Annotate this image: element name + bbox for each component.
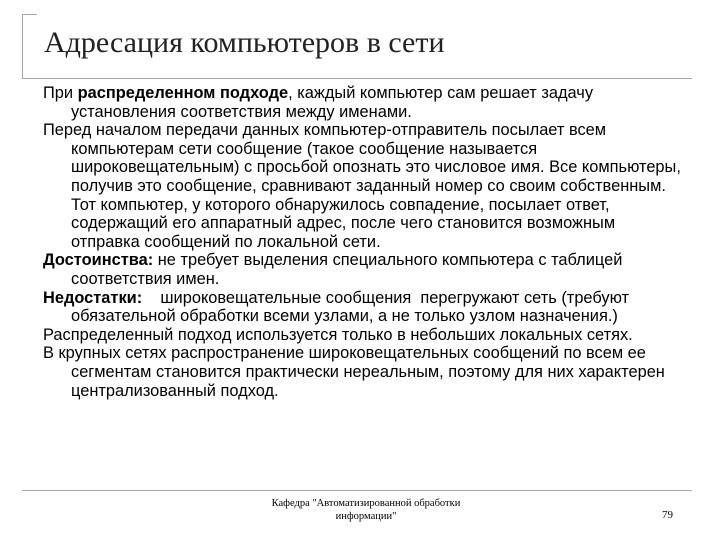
- advantages-label: Достоинства:: [43, 251, 154, 270]
- paragraph-text: широковещательные сообщения перегружают сеть (требуют обязательной обработки всеми узлами, а не только узлом назначения.): [71, 288, 634, 326]
- footer-department-line1: Кафедра "Автоматизированной обработки: [271, 498, 461, 509]
- footer-department-line2: информации": [335, 511, 397, 522]
- paragraph-text: , каждый компьютер сам решает задачу установления соответствия между именами.: [71, 84, 594, 121]
- paragraph-text: При: [43, 84, 78, 102]
- title-corner-frame: [22, 14, 37, 79]
- title-divider: [22, 78, 692, 79]
- paragraph-text: не требует выделения специального компьютера с таблицей соответствия имен.: [71, 251, 623, 288]
- paragraph-disadvantages: [43, 289, 683, 326]
- paragraph-broadcast-procedure: [43, 121, 683, 251]
- footer-divider: [22, 490, 692, 491]
- paragraph-text: В крупных сетях распространение широковещательных сообщений по всем ее сегментам становится практически нереальным, поэтому для них характерен централизованный подход.: [43, 344, 665, 400]
- term-distributed-approach: распределенном подходе: [77, 84, 289, 102]
- paragraph-text: Распределенный подход используется только в небольших локальных сетях.: [43, 325, 633, 344]
- slide-body: [43, 84, 683, 400]
- paragraph-text: Перед началом передачи данных компьютер-отправитель посылает всем компьютерам сети сообщение (такое сообщение называется широковещательным) с просьбой опознать это числовое имя. Все компьютеры, получив это сообщение, сравнивают заданный номер со своим собственным. Тот компьютер, у которого обнаружилось совпадение, посылает ответ, содержащий его аппаратный адрес, после чего становится возможным отправка сообщений по локальной сети.: [43, 121, 681, 251]
- paragraph-large-networks: [43, 344, 683, 400]
- footer-department: [230, 497, 502, 523]
- paragraph-distributed-approach: [43, 84, 683, 121]
- disadvantages-label: Недостатки:: [43, 288, 143, 307]
- slide-title: Адресация компьютеров в сети: [44, 26, 445, 59]
- paragraph-small-networks: [43, 326, 683, 345]
- paragraph-advantages: [43, 251, 683, 288]
- page-number: 79: [662, 509, 673, 521]
